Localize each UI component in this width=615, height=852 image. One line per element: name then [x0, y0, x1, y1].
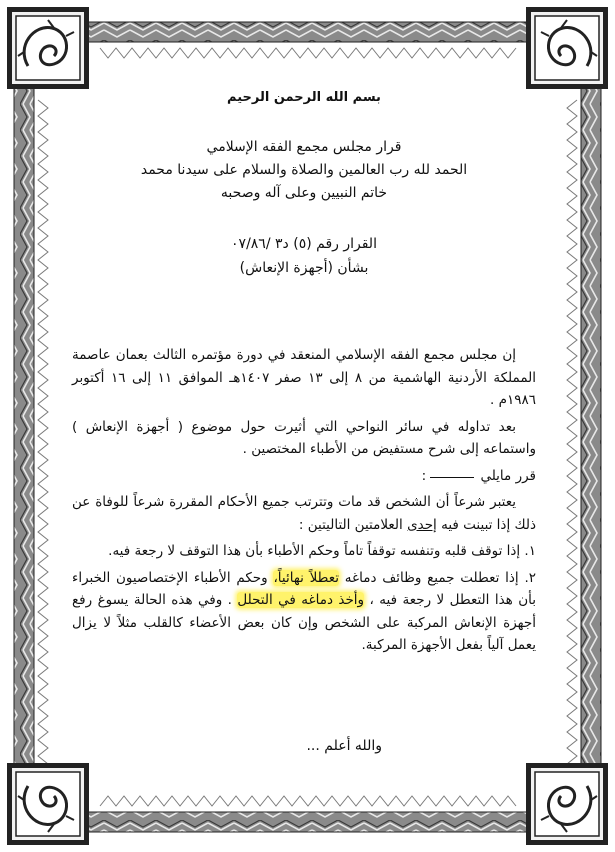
document-body — [72, 344, 536, 657]
basmala: بسم الله الرحمن الرحيم — [227, 90, 381, 105]
highlight-final-cessation: تعطلاً نهائياً، — [273, 569, 340, 586]
praise-line-1: الحمد لله رب العالمين والصلاة والسلام على سيدنا محمد — [140, 162, 468, 178]
decision-header — [96, 232, 512, 280]
paragraph-intro: إن مجلس مجمع الفقه الإسلامي المنعقد في دورة مؤتمره الثالث بعمان عاصمة المملكة الأردنية الهاشمية من ٨ إلى ١٣ صفر ١٤٠٧هـ الموافق ١١ إلى ١٦ أكتوبر ١٩٨٦م . — [72, 347, 536, 408]
corner-ornament-bottom-left — [6, 762, 90, 846]
title-block — [96, 136, 512, 205]
highlight-brain-decay: وأخذ دماغه في التحلل — [237, 592, 365, 608]
closing-phrase: والله أعلم ... — [306, 738, 382, 754]
item2-text-c: . وفي هذه الحالة يسوغ رفع أجهزة الإنعاش المركبة على الشخص وإن كان بعض الأعضاء كالقلب مثلاً لا يزال يعمل آلياً بفعل الأجهزة المركبة. — [72, 592, 536, 653]
paragraph-legal — [72, 491, 536, 536]
corner-ornament-bottom-right — [525, 762, 609, 846]
corner-ornament-top-right — [525, 6, 609, 90]
decided-label: قرر مايلي — [480, 467, 536, 484]
legal-text-pre: يعتبر شرعاً أن الشخص قد مات وتترتب جميع الأحكام المقررة شرعاً للوفاة عن ذلك إذا تبينت فيه — [72, 494, 536, 533]
dash-separator — [430, 477, 474, 478]
praise-line-2: خاتم النبيين وعلى آله وصحبه — [220, 185, 388, 201]
list-item-1: ١. إذا توقف قلبه وتنفسه توقفاً تاماً وحكم الأطباء بأن هذا التوقف لا رجعة فيه. — [108, 543, 536, 559]
decision-number: القرار رقم (٥) د٣ /٠٧/٨٦ — [231, 236, 377, 252]
underlined-word: إحدى — [407, 516, 437, 533]
item2-text-b: وحكم الأطباء الإختصاصيون الخبراء بأن هذا التعطل لا رجعة فيه ، — [72, 569, 536, 608]
document-title: قرار مجلس مجمع الفقه الإسلامي — [206, 139, 402, 155]
paragraph-decided: قرر مايلي : — [421, 467, 536, 484]
paragraph-deliberation: بعد تداوله في سائر النواحي التي أثيرت حول موضوع ( أجهزة الإنعاش ) واستماعه إلى شرح مستفيض من الأطباء المختصين . — [72, 418, 536, 457]
legal-text-post: العلامتين التاليتين : — [298, 516, 408, 533]
decision-subject: بشأن (أجهزة الإنعاش) — [239, 260, 369, 276]
item2-text-a: ٢. إذا تعطلت جميع وظائف دماغه — [339, 569, 536, 586]
corner-ornament-top-left — [6, 6, 90, 90]
document-content — [72, 80, 536, 770]
list-item-2 — [72, 567, 536, 657]
